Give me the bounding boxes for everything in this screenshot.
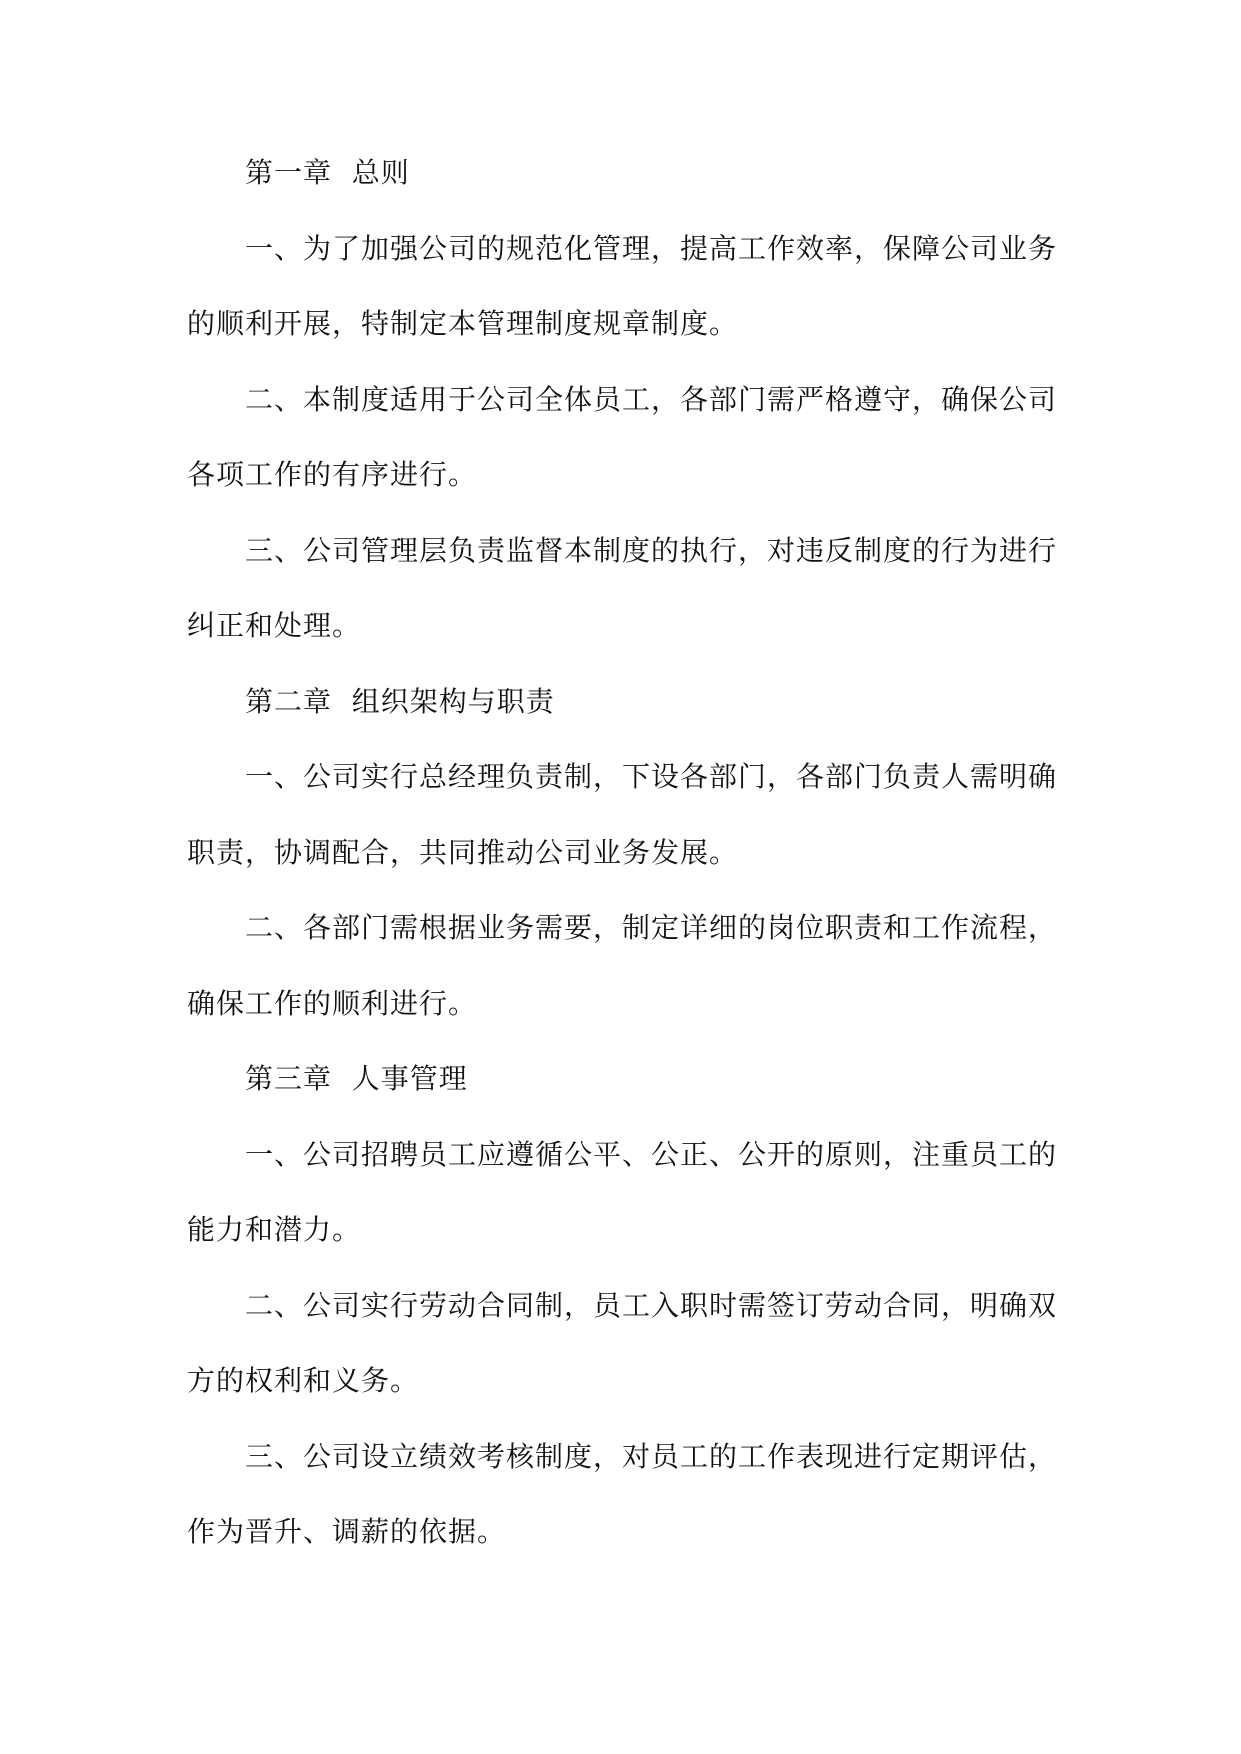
document-body: [187, 135, 1057, 1570]
paragraph: 一、公司实行总经理负责制，下设各部门，各部门负责人需明确职责，协调配合，共同推动公司业务发展。: [187, 760, 1058, 869]
chapter-heading: 第三章 人事管理: [245, 1062, 468, 1095]
chapter-heading: 第二章 组织架构与职责: [245, 684, 555, 718]
paragraph: 二、公司实行劳动合同制，员工入职时需签订劳动合同，明确双方的权利和义务。: [187, 1288, 1058, 1397]
chapter-heading: 第一章 总则: [245, 156, 410, 189]
paragraph: 一、公司招聘员工应遵循公平、公正、公开的原则，注重员工的能力和潜力。: [187, 1137, 1058, 1246]
paragraph: 二、本制度适用于公司全体员工，各部门需严格遵守，确保公司各项工作的有序进行。: [187, 382, 1058, 491]
paragraph: 三、公司设立绩效考核制度，对员工的工作表现进行定期评估，作为晋升、调薪的依据。: [187, 1439, 1058, 1548]
paragraph: 一、为了加强公司的规范化管理，提高工作效率，保障公司业务的顺利开展，特制定本管理制度规章制度。: [187, 231, 1058, 340]
paragraph: 二、各部门需根据业务需要，制定详细的岗位职责和工作流程，确保工作的顺利进行。: [187, 911, 1058, 1020]
paragraph: 三、公司管理层负责监督本制度的执行，对违反制度的行为进行纠正和处理。: [187, 533, 1058, 642]
